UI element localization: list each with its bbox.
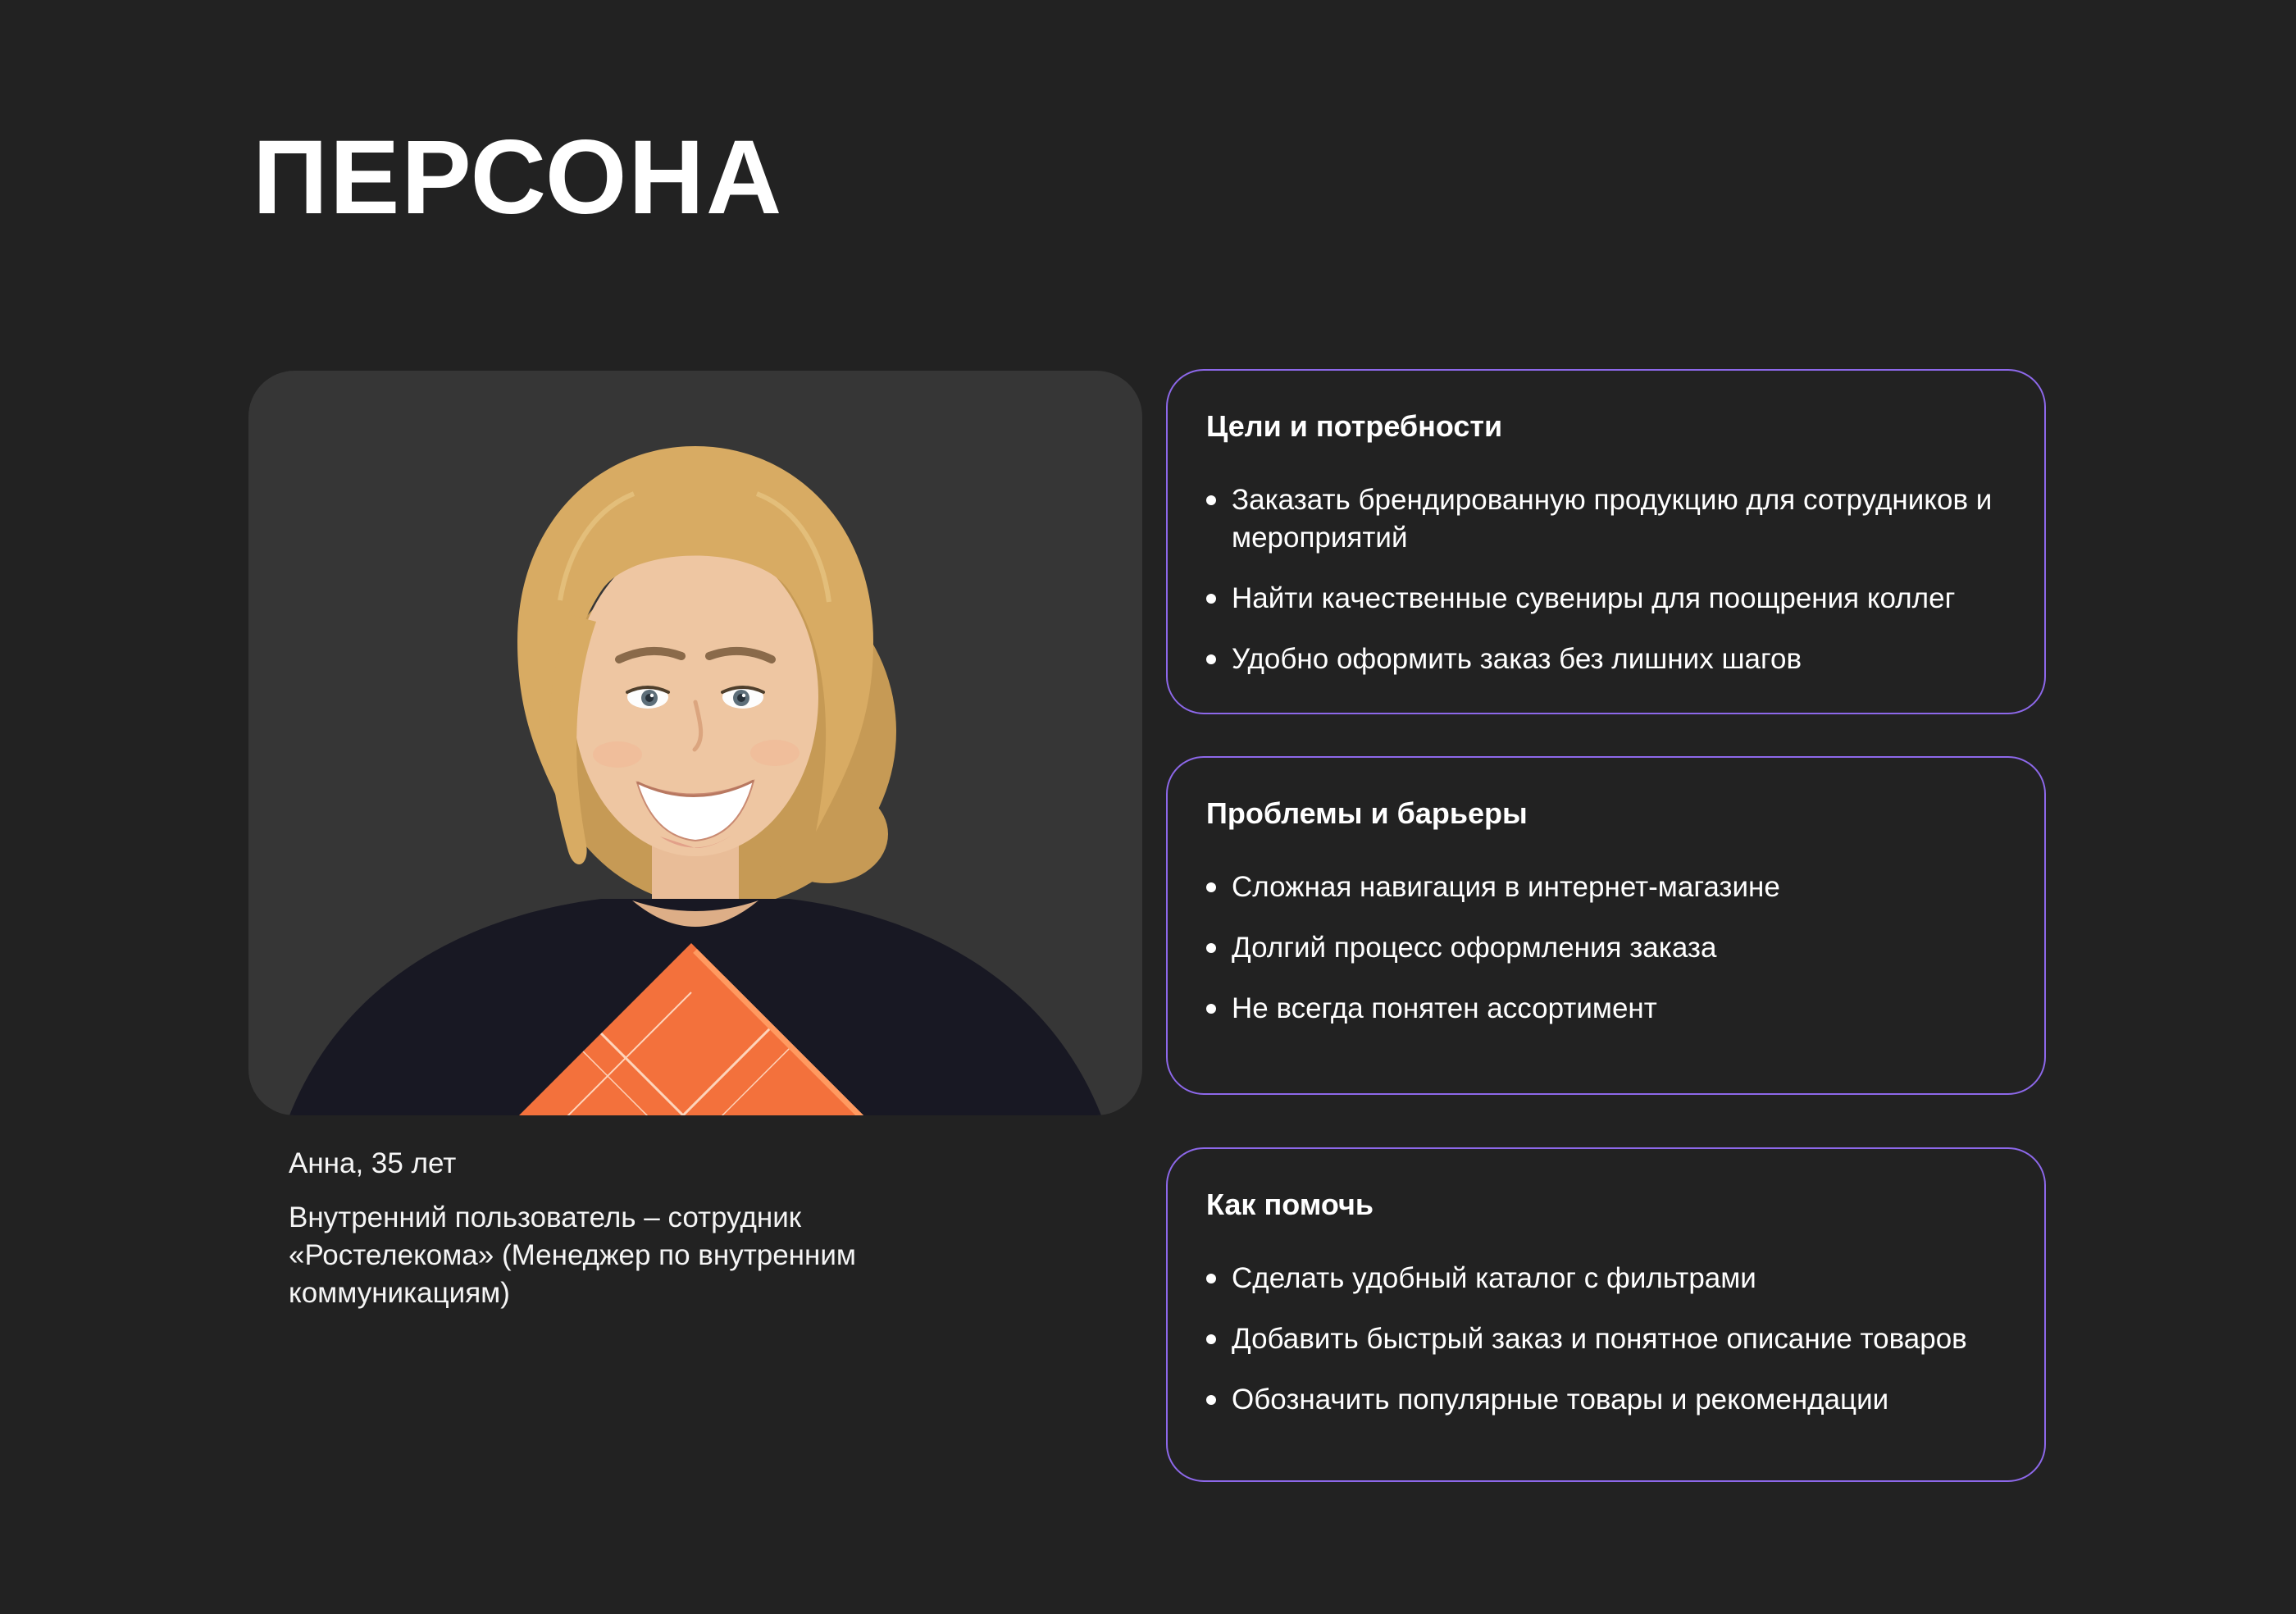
- card-how-to-help: [1166, 1147, 2046, 1482]
- list-item: [1206, 990, 2007, 1028]
- list-item: [1206, 641, 2007, 678]
- bullet-dot: [1206, 943, 1216, 953]
- card-title: Как помочь: [1206, 1188, 1374, 1221]
- bullet-dot: [1206, 654, 1216, 664]
- card-problems-and-barriers: [1166, 756, 2046, 1095]
- list-item: [1206, 929, 2007, 967]
- persona-photo-illustration: [248, 371, 1142, 1115]
- list-item: [1206, 869, 2007, 906]
- card-goals-list: [1206, 481, 2007, 678]
- list-item-text: Обозначить популярные товары и рекомендации: [1232, 1384, 1889, 1416]
- bullet-dot: [1206, 495, 1216, 505]
- list-item: [1206, 1381, 2007, 1419]
- persona-name: Анна, 35 лет: [289, 1147, 457, 1179]
- bullet-dot: [1206, 882, 1216, 892]
- card-help-list: [1206, 1260, 2007, 1419]
- bullet-dot: [1206, 1004, 1216, 1014]
- bullet-dot: [1206, 594, 1216, 604]
- list-item-text: Сложная навигация в интернет-магазине: [1232, 871, 1780, 904]
- list-item-text: Добавить быстрый заказ и понятное описание товаров: [1232, 1323, 1967, 1356]
- bullet-dot: [1206, 1395, 1216, 1405]
- list-item-text: Заказать брендированную продукцию для сотрудников и мероприятий: [1232, 484, 1993, 554]
- list-item: [1206, 1260, 2007, 1297]
- bullet-dot: [1206, 1274, 1216, 1283]
- persona-description: Внутренний пользователь – сотрудник «Ростелекома» (Менеджер по внутренним коммуникациям): [289, 1201, 856, 1309]
- list-item: [1206, 580, 2007, 618]
- card-title: Проблемы и барьеры: [1206, 796, 1528, 830]
- list-item: [1206, 1320, 2007, 1358]
- list-item-text: Сделать удобный каталог с фильтрами: [1232, 1262, 1756, 1295]
- list-item-text: Долгий процесс оформления заказа: [1232, 932, 1717, 964]
- card-goals-and-needs: [1166, 369, 2046, 714]
- list-item-text: Не всегда понятен ассортимент: [1232, 992, 1657, 1025]
- list-item-text: Найти качественные сувениры для поощрения коллег: [1232, 582, 1956, 615]
- card-title: Цели и потребности: [1206, 409, 1503, 443]
- card-problems-list: [1206, 869, 2007, 1028]
- page-title: ПЕРСОНА: [253, 119, 784, 236]
- persona-photo-card: [248, 371, 1142, 1115]
- bullet-dot: [1206, 1334, 1216, 1344]
- list-item: [1206, 481, 2007, 557]
- list-item-text: Удобно оформить заказ без лишних шагов: [1232, 643, 1802, 676]
